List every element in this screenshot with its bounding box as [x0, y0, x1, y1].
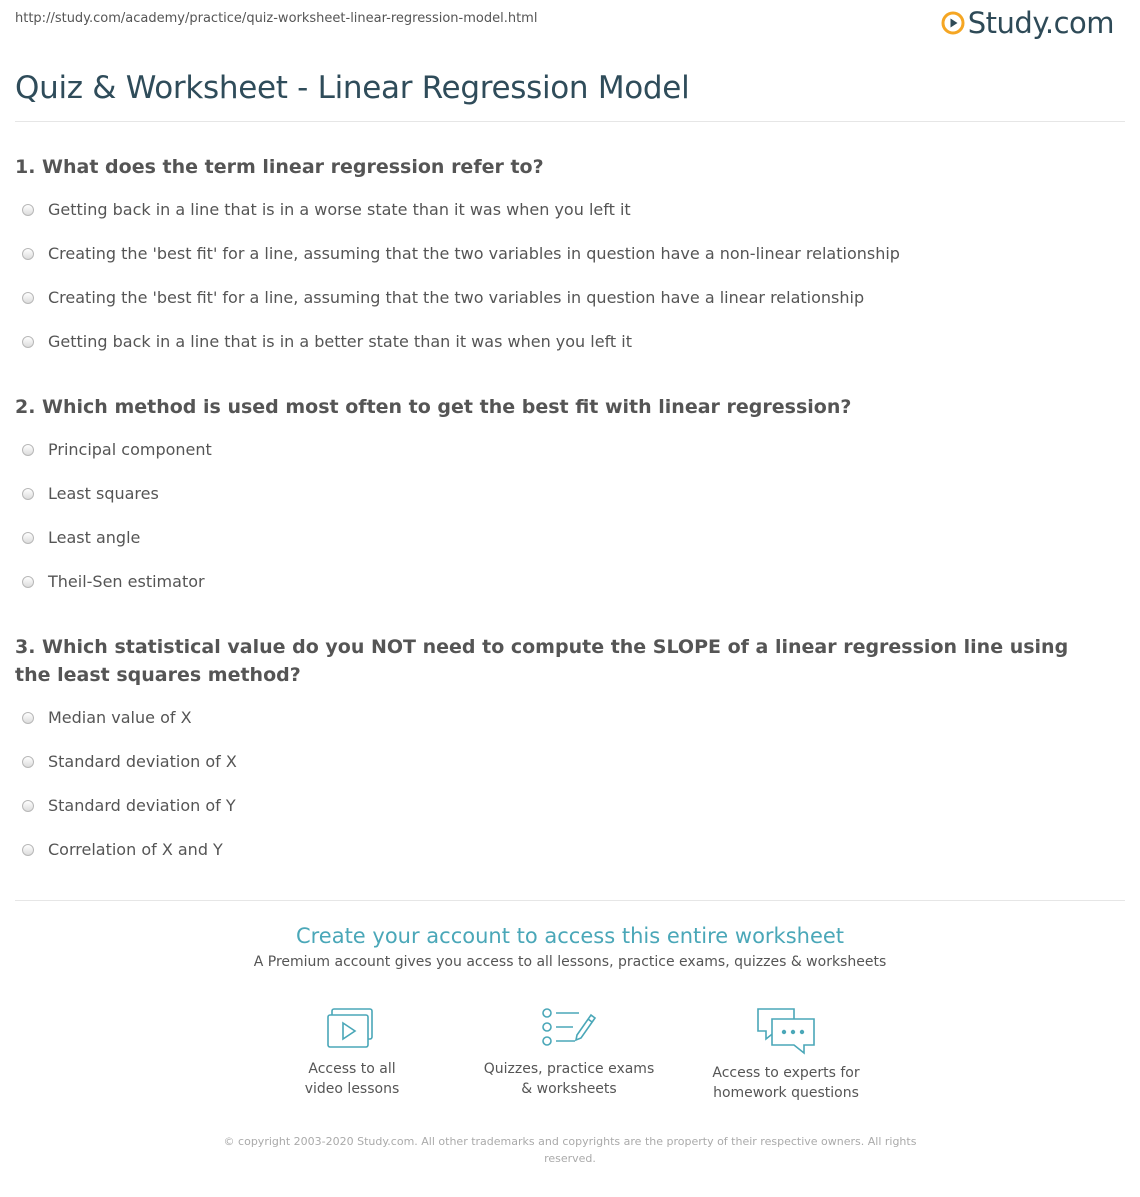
- radio-button[interactable]: [22, 444, 34, 456]
- video-lessons-icon: [324, 1005, 380, 1051]
- divider: [15, 900, 1125, 901]
- answer-label: Creating the 'best fit' for a line, assuming that the two variables in question have a non-linear relationship: [48, 244, 900, 263]
- cta-title[interactable]: Create your account to access this entire worksheet: [295, 924, 845, 948]
- question-3: 3. Which statistical value do you NOT need to compute the SLOPE of a linear regression line using the least squares method?: [15, 636, 1069, 686]
- feature-video-lessons: [252, 1005, 452, 1099]
- answer-label: Least angle: [48, 528, 141, 547]
- answer-option[interactable]: [22, 200, 631, 219]
- feature-quizzes: [469, 1005, 669, 1099]
- page-url: http://study.com/academy/practice/quiz-worksheet-linear-regression-model.html: [15, 11, 538, 26]
- radio-button[interactable]: [22, 756, 34, 768]
- copyright-footer: © copyright 2003-2020 Study.com. All other trademarks and copyrights are the property of their respective owners. All rights reserved.: [223, 1135, 917, 1165]
- answer-label: Standard deviation of X: [48, 752, 237, 771]
- page-title: Quiz & Worksheet - Linear Regression Model: [15, 70, 690, 106]
- answer-option[interactable]: [22, 440, 212, 459]
- answer-option[interactable]: [22, 528, 140, 547]
- quiz-checklist-icon: [539, 1005, 599, 1051]
- radio-button[interactable]: [22, 576, 34, 588]
- question-1: 1. What does the term linear regression refer to?: [15, 156, 544, 178]
- answer-option[interactable]: [22, 572, 205, 591]
- answer-option[interactable]: [22, 840, 223, 859]
- answer-option[interactable]: [22, 288, 864, 307]
- logo-text: Study.com: [967, 6, 1114, 40]
- answer-label: Principal component: [48, 440, 212, 459]
- chat-bubbles-icon: [754, 1005, 818, 1055]
- feature-line: Access to all: [308, 1061, 396, 1077]
- answer-label: Least squares: [48, 484, 159, 503]
- play-circle-icon: [941, 11, 965, 35]
- radio-button[interactable]: [22, 204, 34, 216]
- answer-label: Getting back in a line that is in a better state than it was when you left it: [48, 332, 632, 351]
- answer-option[interactable]: [22, 796, 236, 815]
- radio-button[interactable]: [22, 336, 34, 348]
- radio-button[interactable]: [22, 844, 34, 856]
- answer-option[interactable]: [22, 708, 192, 727]
- answer-label: Getting back in a line that is in a worse state than it was when you left it: [48, 200, 631, 219]
- answer-label: Standard deviation of Y: [48, 796, 236, 815]
- radio-button[interactable]: [22, 712, 34, 724]
- radio-button[interactable]: [22, 248, 34, 260]
- cta-subtitle: A Premium account gives you access to all lessons, practice exams, quizzes & worksheets: [253, 954, 887, 970]
- radio-button[interactable]: [22, 532, 34, 544]
- answer-option[interactable]: [22, 752, 237, 771]
- answer-label: Median value of X: [48, 708, 192, 727]
- radio-button[interactable]: [22, 800, 34, 812]
- answer-label: Creating the 'best fit' for a line, assuming that the two variables in question have a linear relationship: [48, 288, 865, 307]
- study-logo[interactable]: [941, 6, 1114, 40]
- answer-option[interactable]: [22, 244, 900, 263]
- feature-line: homework questions: [713, 1085, 859, 1101]
- answer-option[interactable]: [22, 484, 159, 503]
- feature-experts: [686, 1005, 886, 1103]
- radio-button[interactable]: [22, 292, 34, 304]
- divider: [15, 121, 1125, 122]
- radio-button[interactable]: [22, 488, 34, 500]
- feature-line: Access to experts for: [712, 1065, 860, 1081]
- feature-line: video lessons: [304, 1081, 400, 1097]
- question-2: 2. Which method is used most often to get the best fit with linear regression?: [15, 396, 852, 418]
- answer-label: Correlation of X and Y: [48, 840, 223, 859]
- feature-line: & worksheets: [521, 1081, 617, 1097]
- answer-option[interactable]: [22, 332, 632, 351]
- feature-line: Quizzes, practice exams: [483, 1061, 655, 1077]
- answer-label: Theil-Sen estimator: [48, 572, 205, 591]
